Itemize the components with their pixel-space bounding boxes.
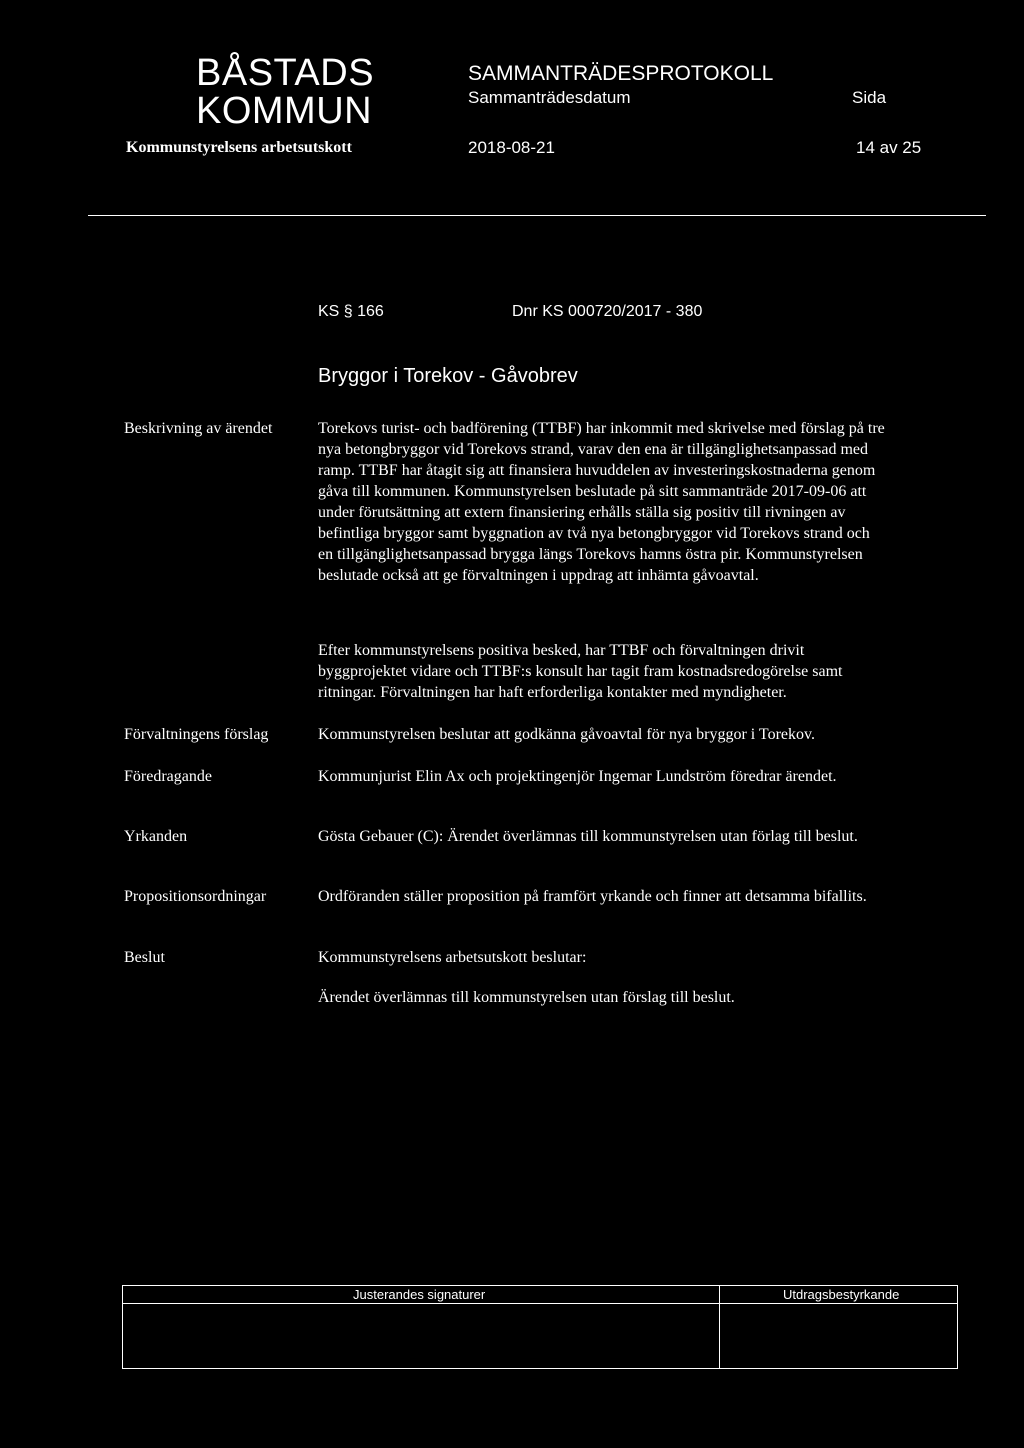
case-paragraph: KS § 166: [318, 303, 384, 320]
presenters-text: Kommunjurist Elin Ax och projektingenjör Ingemar Lundström föredrar ärendet.: [318, 768, 837, 785]
proposition-label: Propositionsordningar: [124, 888, 267, 905]
proposition-text: Ordföranden ställer proposition på framfört yrkande och finner att detsamma bifallits.: [318, 888, 867, 905]
signature-table-column-divider: [719, 1286, 720, 1368]
motions-text: Gösta Gebauer (C): Ärendet överlämnas till kommunstyrelsen utan förlag till beslut.: [318, 828, 858, 845]
date-label: Sammanträdesdatum: [468, 88, 631, 107]
document-type: SAMMANTRÄDESPROTOKOLL: [468, 62, 774, 85]
description-paragraph-2: Efter kommunstyrelsens positiva besked, har TTBF och förvaltningen drivit byggprojektet vidare och TTBF:s konsult har tagit fram kostnadsredogörelse samt ritningar. Förvaltningen har haft erforderliga kontakter med myndigheter.: [318, 642, 843, 701]
case-title: Bryggor i Torekov - Gåvobrev: [318, 365, 578, 387]
municipality-logo: [196, 54, 374, 130]
motions-label: Yrkanden: [124, 828, 188, 845]
proposal-label: Förvaltningens förslag: [124, 726, 269, 743]
decision-text: Ärendet överlämnas till kommunstyrelsen utan förslag till beslut.: [318, 989, 735, 1006]
page-label: Sida: [852, 88, 887, 107]
logo-line-1: BÅSTADS: [196, 52, 375, 94]
decision-label: Beslut: [124, 949, 165, 966]
description-text: [318, 418, 888, 586]
signature-table-header-divider: [123, 1303, 957, 1304]
case-dnr: Dnr KS 000720/2017 - 380: [512, 303, 703, 320]
header-divider: [88, 215, 986, 216]
proposal-text: Kommunstyrelsen beslutar att godkänna gåvoavtal för nya bryggor i Torekov.: [318, 726, 815, 743]
description-paragraph-1: Torekovs turist- och badförening (TTBF) har inkommit med skrivelse med förslag på tre nya betongbryggor vid Torekovs strand, varav den ena är tillgänglighetsanpassad med ramp. TTBF har åtagit sig att finansiera huvuddelen av investeringskostnaderna genom gåva till kommunen. Kommunstyrelsen beslutade på sitt sammanträde 2017-09-06 att under förutsättning att extern finansiering erhålls ställa sig positiv till rivningen av befintliga bryggor samt byggnation av två nya betongbryggor vid Torekovs strand och en tillgänglighetsanpassad brygga längs Torekovs hamns östra pir. Kommunstyrelsen beslutade också att ge förvaltningen i uppdrag att inhämta gåvoavtal.: [318, 420, 885, 584]
description-label: Beskrivning av ärendet: [124, 420, 273, 437]
decision-intro: Kommunstyrelsens arbetsutskott beslutar:: [318, 949, 587, 966]
page-number: 14 av 25: [856, 138, 922, 157]
logo-line-2: KOMMUN: [196, 90, 373, 132]
presenters-label: Föredragande: [124, 768, 212, 785]
signature-table: [122, 1285, 958, 1369]
description-text-2: [318, 640, 888, 703]
committee-name: Kommunstyrelsens arbetsutskott: [126, 139, 352, 156]
signatures-label: Justerandes signaturer: [353, 1287, 486, 1302]
certification-label: Utdragsbestyrkande: [783, 1287, 900, 1302]
meeting-date: 2018-08-21: [468, 138, 555, 157]
